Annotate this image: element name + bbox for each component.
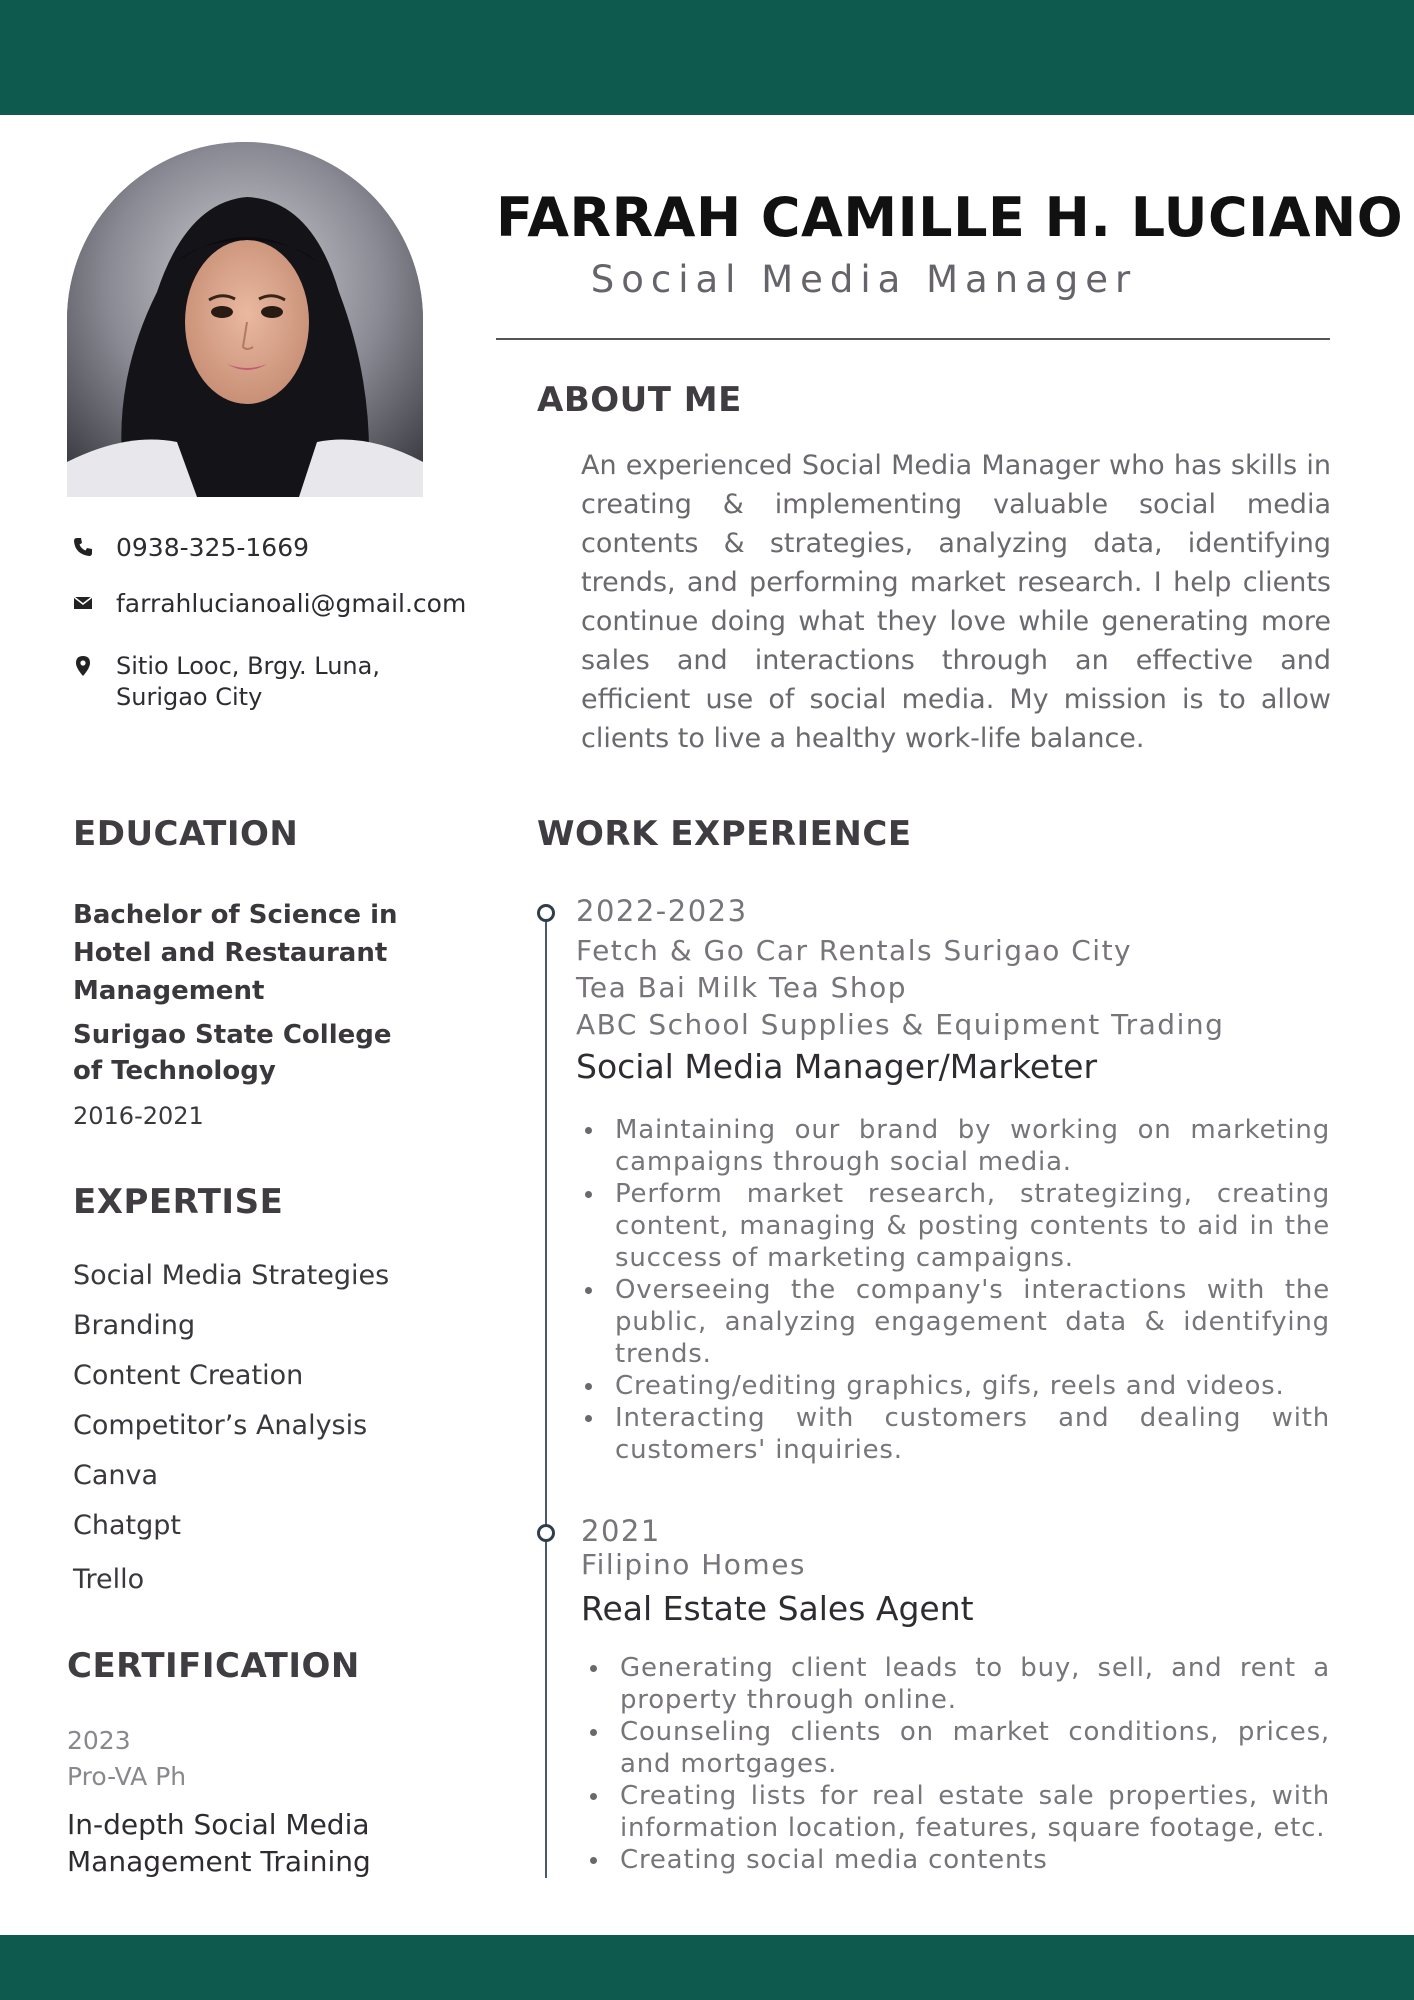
job-duty-item: Overseeing the company's interactions with the public, analyzing engagement data & identifying trends. [576,1274,1330,1370]
education-years: 2016-2021 [73,1102,204,1130]
job-company: Filipino Homes [581,1548,807,1581]
skill-item: Social Media Strategies [73,1260,390,1291]
candidate-name: FARRAH CAMILLE H. LUCIANO [496,186,1404,249]
contact-email [70,588,466,619]
skill-item: Content Creation [73,1360,304,1391]
work-heading: WORK EXPERIENCE [537,814,912,854]
about-heading: ABOUT ME [537,380,742,420]
job-company: ABC School Supplies & Equipment Trading [576,1008,1225,1041]
envelope-icon [70,590,96,616]
timeline-dot [537,904,555,922]
certification-heading: CERTIFICATION [67,1646,360,1686]
contact-phone [70,532,309,563]
timeline-dot [537,1524,555,1542]
job-years: 2022-2023 [576,894,748,928]
certification-year: 2023 [67,1726,131,1755]
job-years: 2021 [581,1514,661,1548]
bottom-color-band [0,1935,1414,2000]
skill-item: Branding [73,1310,196,1341]
about-text: An experienced Social Media Manager who has skills in creating & implementing valuable social media contents & strategies, analyzing data, identifying trends, and performing market research. I help clients continue doing what they love while generating more sales and interactions through an effective and efficient use of social media. My mission is to allow clients to live a healthy work-life balance. [581,450,1331,754]
job-duties [576,1114,1330,1466]
address-line-1: Sitio Looc, Brgy. Luna, [116,652,380,680]
job-duty-item: Creating social media contents [581,1844,1330,1876]
job-duty-item: Creating/editing graphics, gifs, reels and videos. [576,1370,1330,1402]
phone-number[interactable]: 0938-325-1669 [116,533,310,562]
expertise-heading: EXPERTISE [73,1182,284,1222]
job-duty-item: Generating client leads to buy, sell, and rent a property through online. [581,1652,1330,1716]
job-duty-item: Counseling clients on market conditions, prices, and mortgages. [581,1716,1330,1780]
profile-photo [67,142,423,497]
candidate-role: Social Media Manager [590,258,1138,301]
skill-item: Canva [73,1460,159,1491]
job-company: Fetch & Go Car Rentals Surigao City [576,934,1133,967]
top-color-band [0,0,1414,115]
education-heading: EDUCATION [73,814,299,854]
skill-item: Chatgpt [73,1510,181,1541]
job-duty-item: Maintaining our brand by working on marketing campaigns through social media. [576,1114,1330,1178]
job-duty-item: Perform market research, strategizing, creating content, managing & posting contents to aid in the success of marketing campaigns. [576,1178,1330,1274]
header-divider [496,338,1330,340]
job-title: Real Estate Sales Agent [581,1589,974,1628]
email-address[interactable]: farrahlucianoali@gmail.com [116,589,467,618]
contact-address [70,651,380,713]
certification-issuer: Pro-VA Ph [67,1762,187,1791]
timeline-line [545,915,547,1878]
education-degree: Bachelor of Science in Hotel and Restaurant Management [73,900,398,1006]
address-line-2: Surigao City [116,683,263,711]
job-duty-item: Interacting with customers and dealing with customers' inquiries. [576,1402,1330,1466]
job-company: Tea Bai Milk Tea Shop [576,971,908,1004]
job-duties [581,1652,1330,1876]
phone-icon [70,534,96,560]
job-title: Social Media Manager/Marketer [576,1047,1098,1086]
certification-title: In-depth Social Media Management Training [67,1808,371,1878]
education-school: Surigao State College of Technology [73,1020,392,1086]
skill-item: Trello [73,1564,145,1595]
job-duty-item: Creating lists for real estate sale properties, with information location, features, square footage, etc. [581,1780,1330,1844]
location-pin-icon [70,653,96,679]
skill-item: Competitor’s Analysis [73,1410,368,1441]
